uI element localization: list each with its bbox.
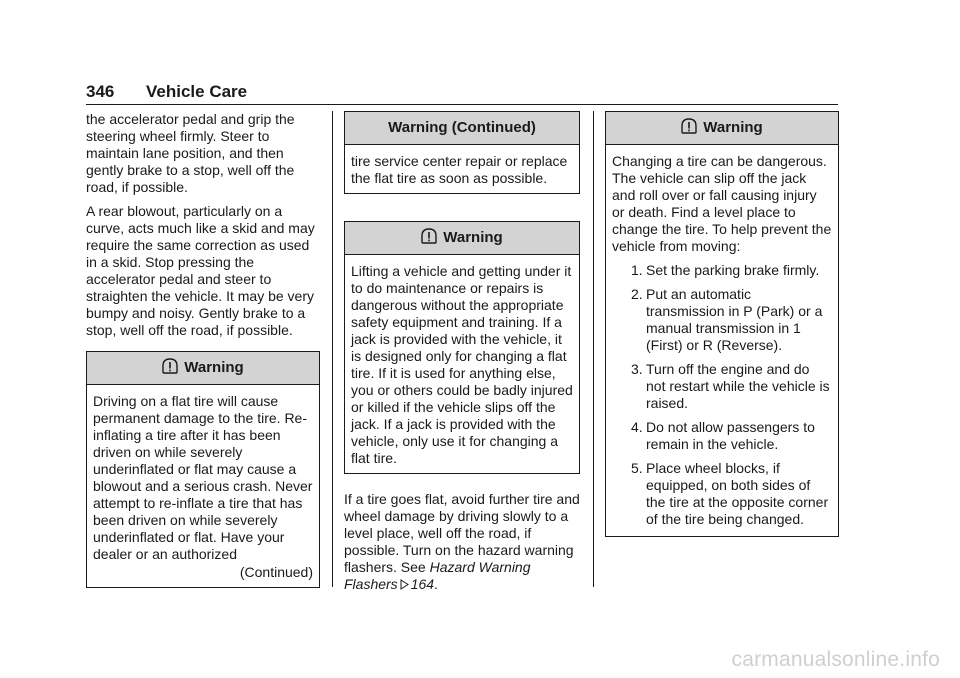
body-paragraph: A rear blowout, particularly on a curve, acts much like a skid and may require the same correction as used in a skid. Stop pressing the accelerator pedal and steer to straighten the vehicle. It may be very bumpy and noisy. Gently brake to a stop, well off the road, if possible. [86,203,315,338]
body-paragraph: the accelerator pedal and grip the steering wheel firmly. Steer to maintain lane position, and then gently brake to a stop, well off the road, if possible. [86,111,295,195]
warning-header [606,112,838,145]
step-text: Turn off the engine and do not restart while the vehicle is raised. [646,361,830,411]
page-reference-icon [400,579,409,590]
warning-text: Driving on a flat tire will cause permanent damage to the tire. Re-inflating a tire after it has been driven on while severely underinflated or flat may cause a blowout and a serious crash. Never attempt to re-inflate a tire that has been driven on while severely underinflated or flat. Have your dealer or an authorized [93,393,313,562]
cross-reference-page[interactable]: 164 [410,576,435,592]
page-header [86,80,838,105]
punctuation: . [434,576,438,592]
page-number: 346 [86,82,115,101]
warning-text: Changing a tire can be dangerous. The vehicle can slip off the jack and roll over or fall causing injury or death. Find a level place to change the tire. To help prevent the vehicle from moving: [612,153,832,254]
warning-box [86,351,320,588]
warning-icon [162,358,178,374]
warning-header [345,222,579,255]
warning-box [344,221,580,474]
warning-icon [421,228,437,244]
body-text: If a tire goes flat, avoid further tire and wheel damage by driving slowly to a level place, well off the road, if possible. Turn on the hazard warning flashers. See [344,491,580,575]
column-2 [344,111,580,600]
steps-list [612,262,832,528]
warning-text: Lifting a vehicle and getting under it to do maintenance or repairs is dangerous without the appropriate safety equipment and training. If a jack is provided with the vehicle, it is designed only for changing a flat tire. If it is used for anything else, you or others could be badly injured or killed if the vehicle slips off the jack. If a jack is provided with the vehicle, only use it for changing a flat tire. [351,263,573,466]
column-1 [86,111,320,588]
continued-label: (Continued) [239,564,313,580]
warning-title: Warning [184,359,244,376]
column-divider [332,111,333,587]
step-number: 2. [631,286,643,302]
column-3 [605,111,839,537]
body-paragraph [344,491,580,593]
step-text: Set the parking brake firmly. [646,262,820,278]
step-number: 5. [631,460,643,476]
section-title: Vehicle Care [146,82,248,101]
warning-title: Warning [703,119,763,136]
step-number: 1. [631,262,643,278]
cross-reference-link[interactable]: Hazard Warning Flashers [344,559,531,592]
step-text: Place wheel blocks, if equipped, on both sides of the tire at the opposite corner of the tire being changed. [646,460,829,527]
warning-header [87,352,319,385]
step-text: Do not allow passengers to remain in the vehicle. [646,419,815,452]
warning-box-continued [344,111,580,194]
warning-icon [681,118,697,134]
column-divider [593,111,594,587]
list-item [612,262,832,279]
list-item [612,361,832,412]
step-text: Put an automatic transmission in P (Park) or a manual transmission in 1 (First) or R (Reverse). [646,286,823,353]
list-item [612,286,832,354]
warning-header: Warning (Continued) [345,112,579,145]
warning-text: tire service center repair or replace the flat tire as soon as possible. [351,153,568,186]
list-item [612,419,832,453]
warning-title: Warning [443,229,503,246]
warning-box [605,111,839,537]
step-number: 3. [631,361,643,377]
list-item [612,460,832,528]
watermark-text: carmanualsonline.info [731,648,940,671]
step-number: 4. [631,419,643,435]
